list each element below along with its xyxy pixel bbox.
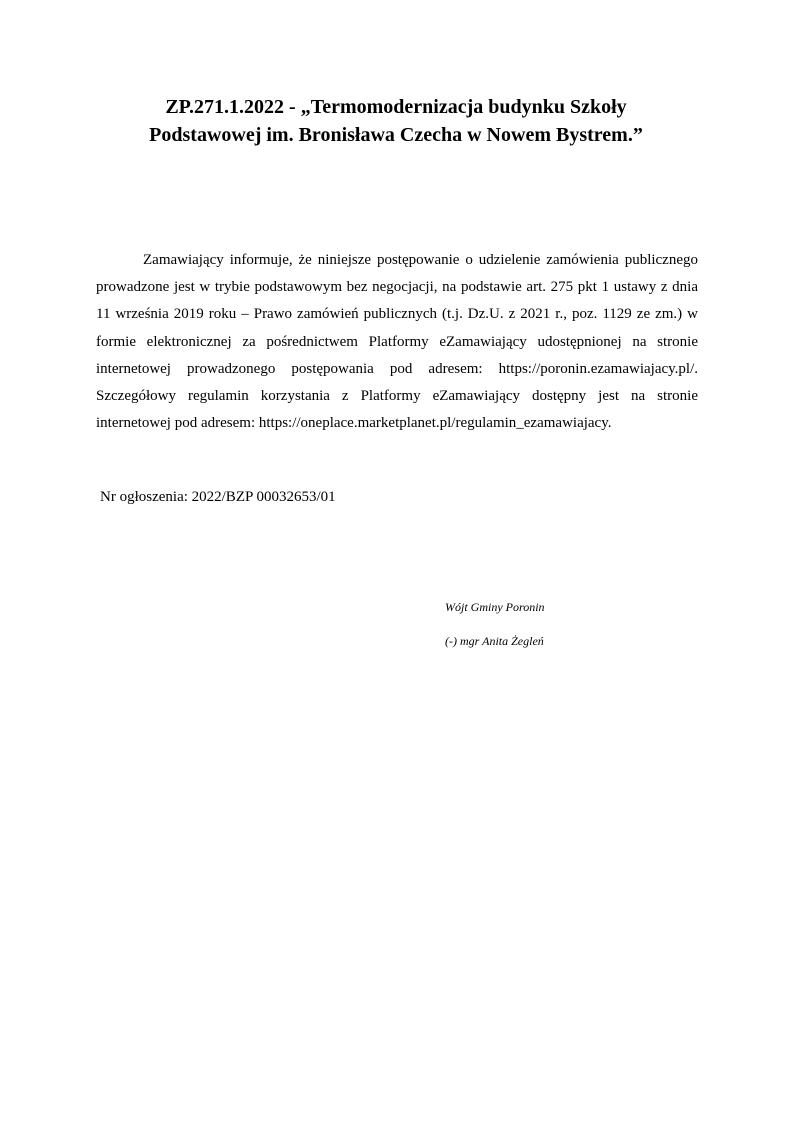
body-paragraph: Zamawiający informuje, że niniejsze postępowanie o udzielenie zamówienia publicznego prowadzone jest w trybie podstawowym bez negocjacji, na podstawie art. 275 pkt 1 ustawy z dnia 11 września 2019 roku – Prawo zamówień publicznych (t.j. Dz.U. z 2021 r., poz. 1129 ze zm.) w formie elektronicznej za pośrednictwem Platformy eZamawiający udostępnionej na stronie internetowej prowadzonego postępowania pod adresem: https://poronin.ezamawiajacy.pl/. Szczegółowy regulamin korzystania z Platformy eZamawiający dostępny jest na stronie internetowej pod adresem: https://oneplace.marketplanet.pl/regulamin_ezamawiajacy. [96, 252, 698, 432]
signature-name: (-) mgr Anita Żegleń [445, 634, 544, 648]
page-title-line-1: ZP.271.1.2022 - „Termomodernizacja budynku Szkoły [165, 96, 627, 118]
page-title-line-2: Podstawowej im. Bronisława Czecha w Nowem Bystrem.” [149, 124, 643, 146]
signature-role: Wójt Gminy Poronin [445, 600, 545, 614]
announcement-number: Nr ogłoszenia: 2022/BZP 00032653/01 [100, 489, 336, 505]
page-title [96, 93, 696, 149]
